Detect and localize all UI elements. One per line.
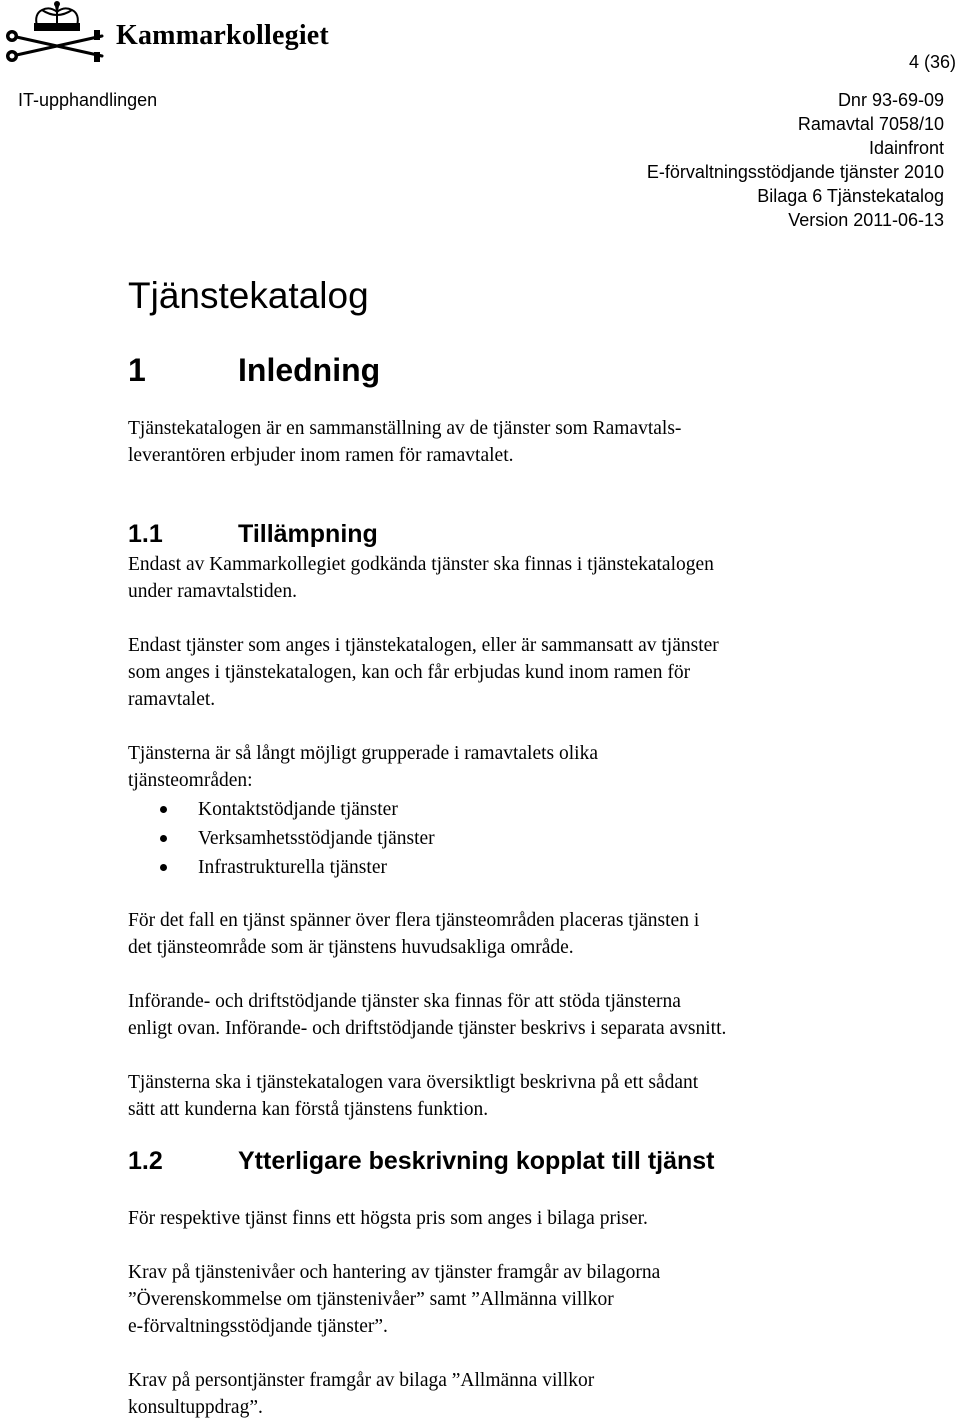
section-title: Ytterligare beskrivning kopplat till tjänst <box>238 1147 715 1175</box>
section-title: Tillämpning <box>238 520 378 548</box>
logo-wordmark: Kammarkollegiet <box>116 20 329 51</box>
bullet-icon <box>160 864 167 871</box>
paragraph-intro: Tjänstekatalogen är en sammanställning av de tjänster som Ramavtals- leverantören erbjuder inom ramen för ramavtalet. <box>128 418 682 466</box>
section-heading-ytterligare <box>128 1147 715 1176</box>
section-heading-inledning <box>128 352 380 389</box>
paragraph-grouping: Tjänsterna är så långt möjligt grupperade i ramavtalets olika tjänsteområden: <box>128 743 598 791</box>
section-title: Inledning <box>238 352 381 388</box>
paragraph-description: Tjänsterna ska i tjänstekatalogen vara översiktligt beskrivna på ett sådant sätt att kunderna kan förstå tjänstens funktion. <box>128 1072 699 1120</box>
crown-and-keys-icon <box>4 0 110 64</box>
paragraph-service-levels: Krav på tjänstenivåer och hantering av tjänster framgår av bilagorna ”Överenskommelse om tjänstenivåer” samt ”Allmänna villkor e-förvaltningsstödjande tjänster”. <box>128 1262 661 1337</box>
meta-supplier: Idainfront <box>868 138 944 158</box>
section-number: 1 <box>128 352 146 388</box>
section-number: 1.2 <box>128 1147 163 1175</box>
document-title: Tjänstekatalog <box>128 275 369 316</box>
paragraph-support-services: Införande- och driftstödjande tjänster ska finnas för att stöda tjänsterna enligt ovan. Införande- och driftstödjande tjänster beskrivs i separata avsnitt. <box>128 991 727 1039</box>
meta-area: E-förvaltningsstödjande tjänster 2010 <box>646 162 944 182</box>
section-heading-tillampning <box>128 520 378 549</box>
paragraph-overlap: För det fall en tjänst spänner över flera tjänsteområden placeras tjänsten i det tjänsteområde som är tjänstens huvudsakliga område. <box>128 910 700 958</box>
paragraph-consultants: Krav på persontjänster framgår av bilaga ”Allmänna villkor konsultuppdrag”. <box>128 1370 595 1418</box>
bullet-icon <box>160 835 167 842</box>
paragraph-pricing: För respektive tjänst finns ett högsta pris som anges i bilaga priser. <box>128 1208 648 1229</box>
bullet-icon <box>160 806 167 813</box>
org-unit: IT-upphandlingen <box>18 90 158 110</box>
paragraph-only-listed: Endast tjänster som anges i tjänstekatalogen, eller är sammansatt av tjänster som anges i tjänstekatalogen, kan och får erbjudas kund inom ramen för ramavtalet. <box>128 635 719 710</box>
meta-ramavtal: Ramavtal 7058/10 <box>797 114 944 134</box>
meta-dnr: Dnr 93-69-09 <box>837 90 944 110</box>
paragraph-approved: Endast av Kammarkollegiet godkända tjänster ska finnas i tjänstekatalogen under ramavtalstiden. <box>128 554 714 602</box>
page-number: 4 (36) <box>908 52 956 72</box>
kammarkollegiet-logo <box>4 0 329 64</box>
meta-attachment: Bilaga 6 Tjänstekatalog <box>757 186 944 206</box>
section-number: 1.1 <box>128 520 163 548</box>
meta-version: Version 2011-06-13 <box>788 210 944 230</box>
